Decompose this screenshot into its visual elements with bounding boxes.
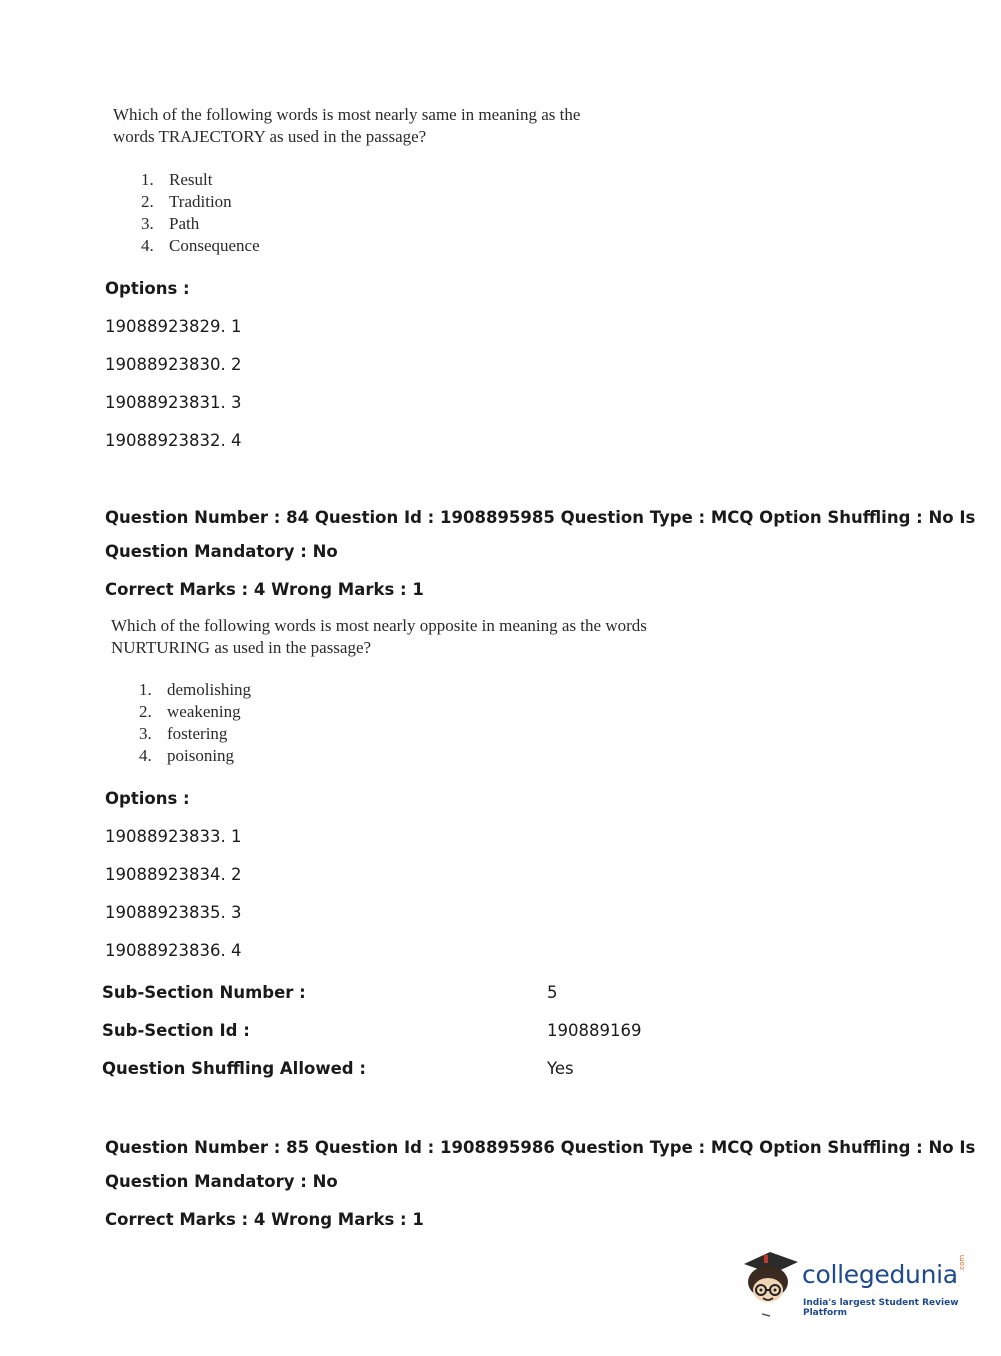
question-header: Question Number : 84 Question Id : 1908895985 Question Type : MCQ Option Shuffling : No Is [105,508,976,527]
choice-number: 4. [141,236,154,255]
choice-number: 1. [141,170,154,189]
question-text-line: words TRAJECTORY as used in the passage? [113,127,427,146]
question-marks: Correct Marks : 4 Wrong Marks : 1 [105,580,424,599]
collegedunia-logo [740,1246,970,1318]
subsection-label: Sub-Section Id : [102,1021,250,1040]
question-text-line: NURTURING as used in the passage? [111,638,372,657]
choice-item [141,169,260,191]
choice-number: 3. [141,214,154,233]
options-label: Options : [105,789,190,808]
option-id: 19088923833. 1 [105,827,242,846]
logo-domain: .com [958,1254,966,1272]
option-id: 19088923832. 4 [105,431,242,450]
options-label: Options : [105,279,190,298]
choice-item [139,701,251,723]
choice-number: 4. [139,746,152,765]
question-marks: Correct Marks : 4 Wrong Marks : 1 [105,1210,424,1229]
choice-label: Path [169,214,200,233]
choice-item [139,723,251,745]
subsection-value: 190889169 [547,1021,642,1040]
choice-item [141,235,260,257]
option-id: 19088923829. 1 [105,317,242,336]
option-id: 19088923831. 3 [105,393,242,412]
subsection-label: Question Shuffling Allowed : [102,1059,366,1078]
option-id: 19088923830. 2 [105,355,242,374]
option-id: 19088923836. 4 [105,941,242,960]
subsection-label: Sub-Section Number : [102,983,306,1002]
question-mandatory: Question Mandatory : No [105,1172,338,1191]
question-mandatory: Question Mandatory : No [105,542,338,561]
choice-number: 2. [139,702,152,721]
question-text-line: Which of the following words is most nearly same in meaning as the [113,105,581,124]
choice-item [139,745,251,767]
choice-item [139,679,251,701]
choice-number: 1. [139,680,152,699]
choice-label: Tradition [169,192,232,211]
option-id: 19088923834. 2 [105,865,242,884]
subsection-value: 5 [547,983,558,1002]
logo-tagline: India's largest Student Review Platform [803,1298,959,1318]
choice-label: demolishing [167,680,252,699]
choice-label: weakening [167,702,241,721]
choice-label: Result [169,170,213,189]
subsection-value: Yes [547,1059,574,1078]
question-84-choices [139,679,251,767]
choice-item [141,213,260,235]
question-text-line: Which of the following words is most nearly opposite in meaning as the words [111,616,647,635]
choice-label: Consequence [169,236,260,255]
choice-label: poisoning [167,746,235,765]
question-header: Question Number : 85 Question Id : 1908895986 Question Type : MCQ Option Shuffling : No Is [105,1138,976,1157]
choice-item [141,191,260,213]
mascot-icon [740,1246,800,1318]
choice-label: fostering [167,724,228,743]
choice-number: 2. [141,192,154,211]
question-84-text [111,615,647,659]
option-id: 19088923835. 3 [105,903,242,922]
choice-number: 3. [139,724,152,743]
question-83-text [113,104,580,148]
question-83-choices [141,169,260,257]
logo-name: collegedunia [802,1260,958,1289]
